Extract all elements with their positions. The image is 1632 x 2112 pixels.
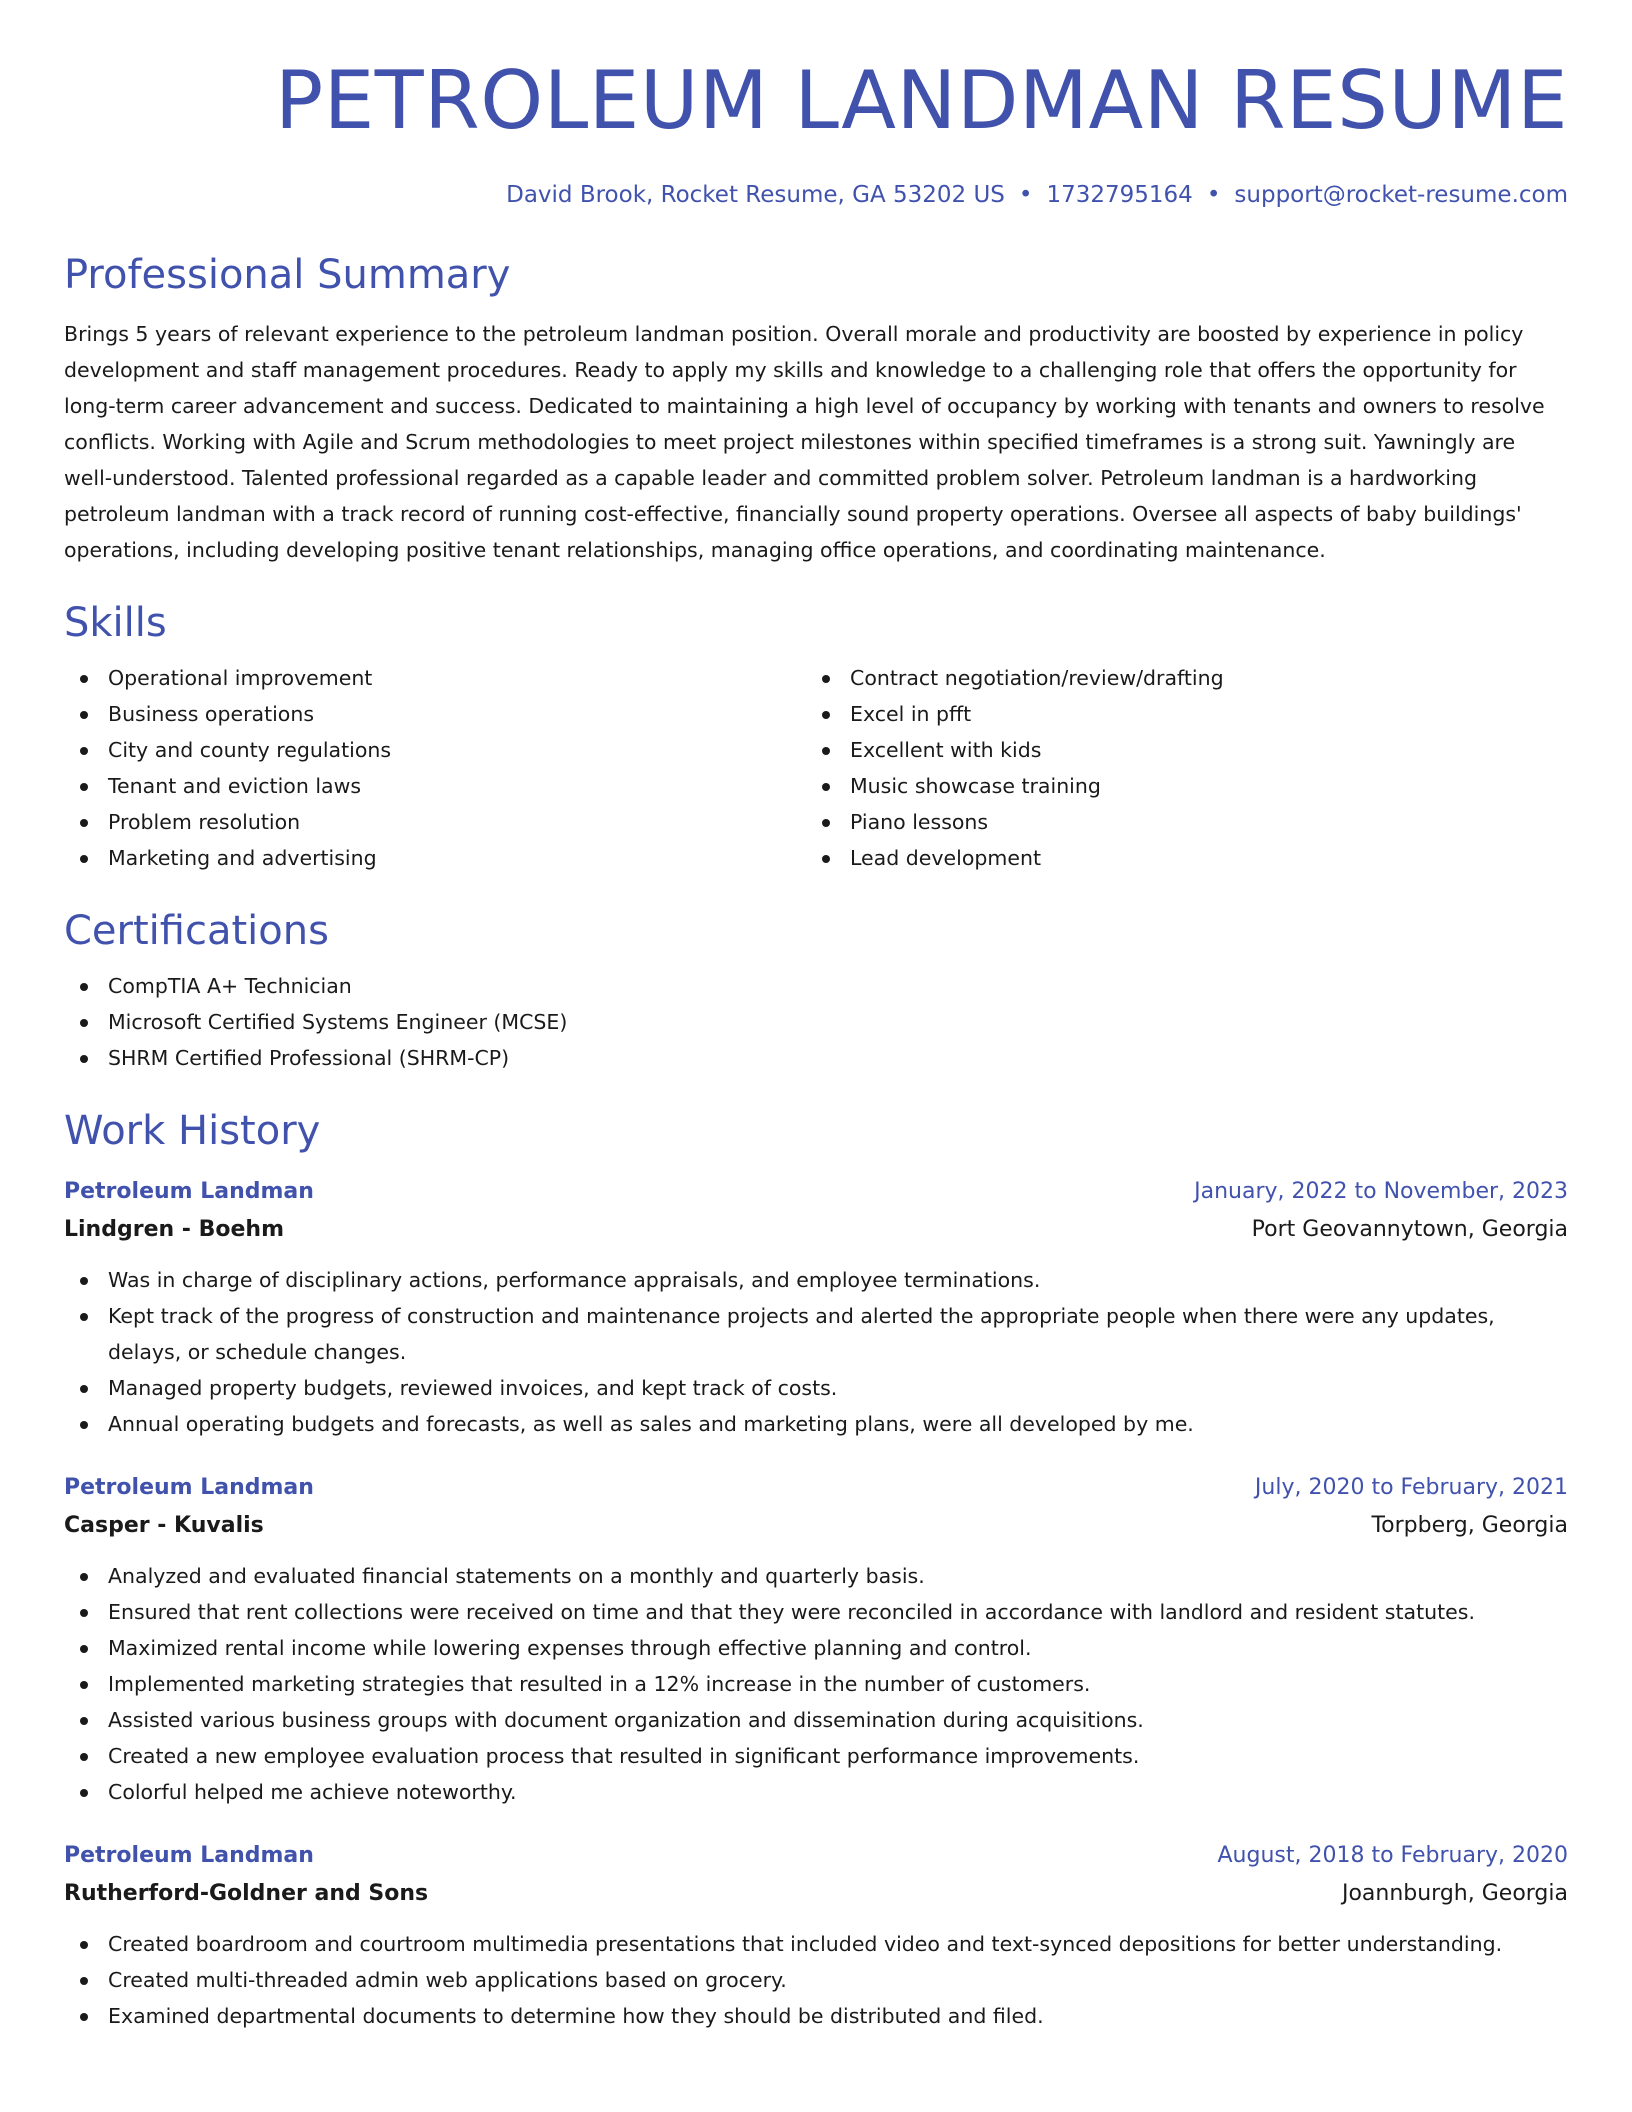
skills-section (64, 598, 1568, 876)
summary-text: Brings 5 years of relevant experience to the petroleum landman position. Overall morale and productivity are boosted by experience in policy development and staff management procedures. Ready to apply my skills and knowledge to a challenging role that offers the opportunity for long-term career advancement and success. Dedicated to maintaining a high level of occupancy by working with tenants and owners to resolve conflicts. Working with Agile and Scrum methodologies to meet project milestones within specified timeframes is a strong suit. Yawningly are well-understood. Talented professional regarded as a capable leader and committed problem solver. Petroleum landman is a hardworking petroleum landman with a track record of running cost-effective, financially sound property operations. Oversee all aspects of baby buildings' operations, including developing positive tenant relationships, managing office operations, and coordinating maintenance. (64, 322, 1545, 562)
job-dates: January, 2022 to November, 2023 (1194, 1179, 1568, 1204)
contact-line (64, 180, 1568, 210)
job-company: Rutherford-Goldner and Sons (64, 1881, 429, 1906)
skill-item: Music showcase training (806, 768, 1548, 804)
section-heading-skills: Skills (64, 600, 167, 646)
professional-summary-section (64, 250, 1568, 568)
job-header-row (64, 1840, 1568, 1872)
job-bullet: Annual operating budgets and forecasts, as well as sales and marketing plans, were all developed by me. (64, 1406, 1568, 1442)
job-bullet: Assisted various business groups with document organization and dissemination during acquisitions. (64, 1702, 1568, 1738)
section-heading-summary: Professional Summary (64, 252, 511, 298)
job-title: Petroleum Landman (64, 1475, 314, 1500)
job-bullet: Created a new employee evaluation process that resulted in significant performance improvements. (64, 1738, 1568, 1774)
skills-grid (64, 660, 1568, 876)
section-heading-certifications: Certifications (64, 908, 329, 954)
skill-item: Piano lessons (806, 804, 1548, 840)
job-company-row (64, 1208, 1568, 1248)
job-bullet: Implemented marketing strategies that resulted in a 12% increase in the number of customers. (64, 1666, 1568, 1702)
contact-separator: • (1018, 182, 1033, 208)
skill-item: Excel in pfft (806, 696, 1548, 732)
job-dates: August, 2018 to February, 2020 (1217, 1843, 1568, 1868)
skill-item: Problem resolution (64, 804, 806, 840)
job-location: Joannburgh, Georgia (1341, 1881, 1568, 1906)
resume-title: PETROLEUM LANDMAN RESUME (275, 54, 1568, 147)
job-bullet: Managed property budgets, reviewed invoices, and kept track of costs. (64, 1370, 1568, 1406)
job-company: Casper - Kuvalis (64, 1513, 264, 1538)
contact-email[interactable]: support@rocket-resume.com (1234, 182, 1568, 208)
job-bullet: Examined departmental documents to determine how they should be distributed and filed. (64, 1998, 1568, 2034)
job-title: Petroleum Landman (64, 1179, 314, 1204)
skill-item: City and county regulations (64, 732, 806, 768)
job-header-row (64, 1472, 1568, 1504)
job-bullet: Ensured that rent collections were received on time and that they were reconciled in accordance with landlord and resident statutes. (64, 1594, 1568, 1630)
job-bullet: Kept track of the progress of construction and maintenance projects and alerted the appropriate people when there were any updates, delays, or schedule changes. (64, 1298, 1568, 1370)
skill-item: Excellent with kids (806, 732, 1548, 768)
job-dates: July, 2020 to February, 2021 (1254, 1475, 1568, 1500)
job-bullet: Colorful helped me achieve noteworthy. (64, 1774, 1568, 1810)
job-bullet: Created boardroom and courtroom multimedia presentations that included video and text-synced depositions for better understanding. (64, 1926, 1568, 1962)
skill-item: Contract negotiation/review/drafting (806, 660, 1548, 696)
certifications-list (64, 968, 1568, 1076)
job-bullet: Analyzed and evaluated financial statements on a monthly and quarterly basis. (64, 1558, 1568, 1594)
certification-item: Microsoft Certified Systems Engineer (MCSE) (64, 1004, 1568, 1040)
job-location: Port Geovannytown, Georgia (1251, 1217, 1568, 1242)
job-bullet: Was in charge of disciplinary actions, performance appraisals, and employee terminations. (64, 1262, 1568, 1298)
job-company: Lindgren - Boehm (64, 1217, 284, 1242)
job-title: Petroleum Landman (64, 1843, 314, 1868)
job-company-row (64, 1872, 1568, 1912)
section-heading-work-history: Work History (64, 1108, 321, 1154)
contact-phone: 1732795164 (1046, 182, 1193, 208)
contact-separator: • (1206, 182, 1221, 208)
certifications-section (64, 906, 1568, 1076)
skill-item: Operational improvement (64, 660, 806, 696)
job-company-row (64, 1504, 1568, 1544)
job-entry (64, 1472, 1568, 1810)
job-location: Torpberg, Georgia (1371, 1513, 1568, 1538)
certification-item: CompTIA A+ Technician (64, 968, 1568, 1004)
job-entry (64, 1840, 1568, 2034)
job-bullet: Maximized rental income while lowering expenses through effective planning and control. (64, 1630, 1568, 1666)
certification-item: SHRM Certified Professional (SHRM-CP) (64, 1040, 1568, 1076)
job-entry (64, 1176, 1568, 1442)
job-bullet-list (64, 1558, 1568, 1810)
skill-item: Business operations (64, 696, 806, 732)
skills-column-left (64, 660, 806, 876)
work-history-section (64, 1106, 1568, 2034)
job-header-row (64, 1176, 1568, 1208)
skill-item: Marketing and advertising (64, 840, 806, 876)
skill-item: Tenant and eviction laws (64, 768, 806, 804)
resume-page (64, 0, 1568, 2034)
skill-item: Lead development (806, 840, 1548, 876)
skills-column-right (806, 660, 1548, 876)
job-bullet-list (64, 1262, 1568, 1442)
contact-address: David Brook, Rocket Resume, GA 53202 US (506, 182, 1005, 208)
job-bullet-list (64, 1926, 1568, 2034)
job-bullet: Created multi-threaded admin web applications based on grocery. (64, 1962, 1568, 1998)
